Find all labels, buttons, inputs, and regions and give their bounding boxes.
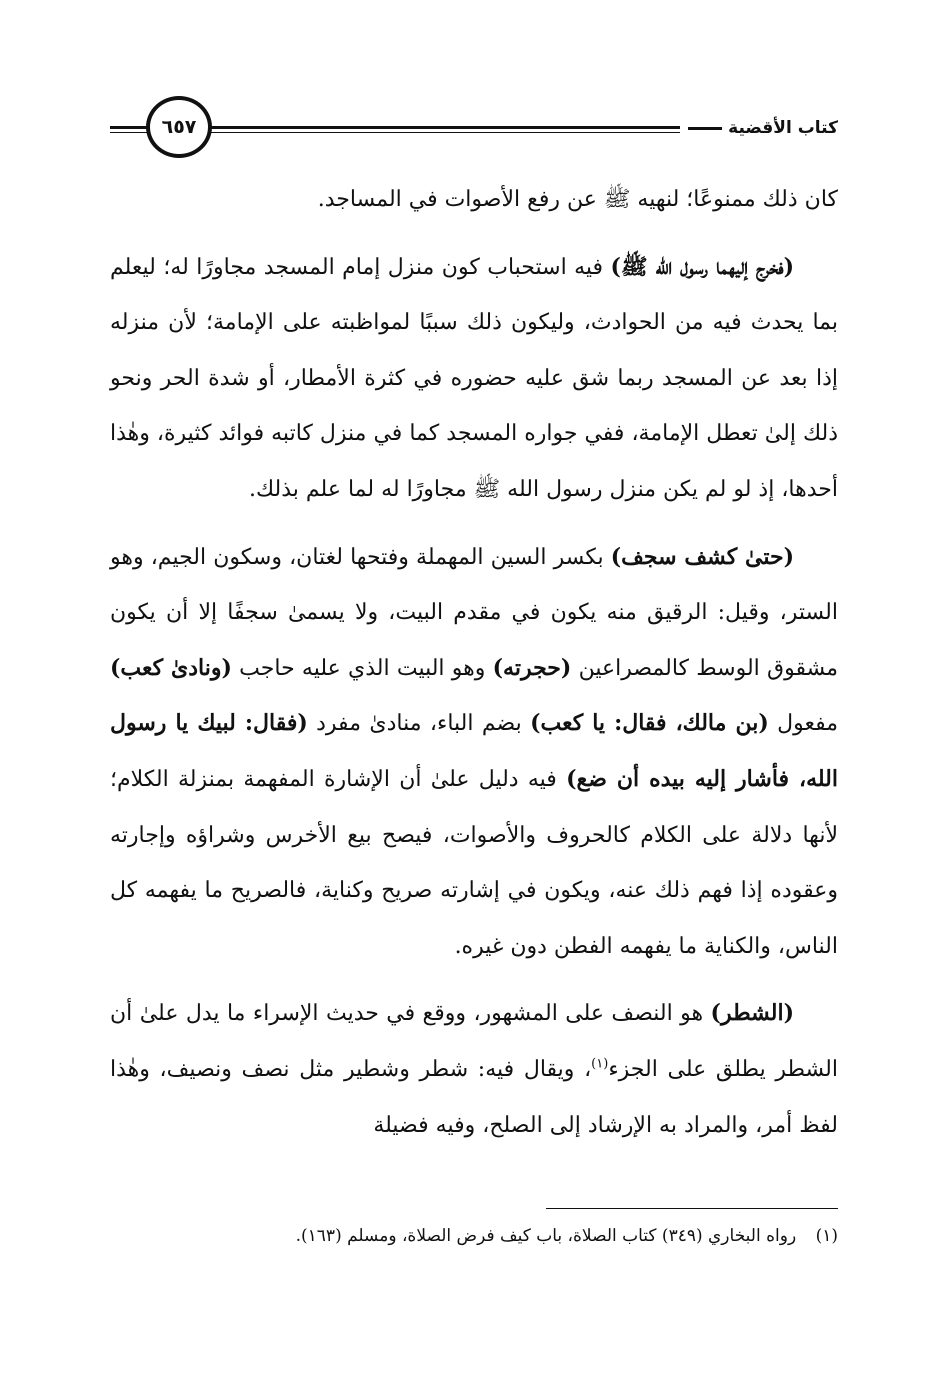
- commentary-text: هو النصف على المشهور، ووقع في حديث الإسراء ما يدل علىٰ أن الشطر يطلق على الجزء: [110, 1001, 838, 1082]
- bold-quote: (ونادىٰ كعب): [110, 654, 232, 681]
- page-header: [110, 96, 838, 162]
- commentary-text: ، ويقال فيه: شطر وشطير مثل نصف ونصيف، وهٰذا لفظ أمر، والمراد به الإرشاد إلى الصلح، وفيه فضيلة: [110, 1056, 838, 1138]
- paragraph-p4: [110, 986, 838, 1153]
- commentary-text: فيه استحباب كون منزل إمام المسجد مجاورًا له؛ ليعلم بما يحدث فيه من الحوادث، وليكون ذلك سببًا لمواظبته على الإمامة؛ لأن منزله إذا بعد عن المسجد ربما شق عليه حضوره في كثرة الأمطار، أو شدة الحر ونحو ذلك إلىٰ تعطل الإمامة، ففي جواره المسجد كما في منزل كاتبه فوائد كثيرة، وهٰذا أحدها، إذ لو لم يكن منزل رسول الله ﷺ مجاورًا له لما علم بذلك.: [110, 254, 838, 502]
- commentary-text: وهو البيت الذي عليه حاجب: [231, 655, 493, 681]
- commentary-text: بكسر السين المهملة وفتحها لغتان، وسكون الجيم، وهو الستر، وقيل: الرقيق منه يكون في مقدم البيت، ولا يسمىٰ سجفًا إلا أن يكون مشقوق الوسط كالمصراعين: [110, 544, 838, 681]
- footnote-divider: [546, 1208, 838, 1209]
- bold-quote: (حجرته): [492, 654, 572, 681]
- commentary-text: كان ذلك ممنوعًا؛ لنهيه ﷺ عن رفع الأصوات في المساجد.: [317, 187, 838, 212]
- main-text: [110, 172, 838, 1165]
- commentary-text: فيه دليل علىٰ أن الإشارة المفهمة بمنزلة الكلام؛ لأنها دلالة على الكلام كالحروف والأصوات، فيصح بيع الأخرس وشراؤه وإجارته وعقوده إذا فهم ذلك عنه، ويكون في إشارته صريح وكناية، فالصريح ما يفهمه كل الناس، والكناية ما يفهمه الفطن دون غيره.: [110, 766, 838, 959]
- footnote: [104, 1222, 838, 1250]
- chapter-title: كتاب الأقضية: [680, 114, 838, 142]
- bold-quote: (حتىٰ كشف سجف): [610, 543, 794, 570]
- paragraph-p1: [110, 172, 838, 228]
- commentary-text: بضم الباء، منادىٰ مفرد: [307, 711, 531, 737]
- page-number-badge: [146, 96, 212, 158]
- footnote-text: رواه البخاري (٣٤٩) كتاب الصلاة، باب كيف فرض الصلاة، ومسلم (١٦٣).: [295, 1226, 797, 1246]
- footnote-number: (١): [815, 1226, 838, 1246]
- commentary-text: مفعول: [768, 711, 838, 737]
- bold-quote: (الشطر): [710, 1000, 794, 1027]
- paragraph-p2: [110, 240, 838, 518]
- paragraph-p3: [110, 530, 838, 975]
- bold-quote: (فخرج إليهما رسول الله ﷺ): [610, 253, 794, 280]
- bold-quote: (فقال: لبيك يا رسول الله، فأشار إليه بيده أن ضع): [110, 710, 838, 792]
- bold-quote: (بن مالك، فقال: يا كعب): [530, 710, 769, 737]
- footnote-reference: (١): [591, 1056, 609, 1072]
- page-number: ٦٥٧: [161, 116, 197, 138]
